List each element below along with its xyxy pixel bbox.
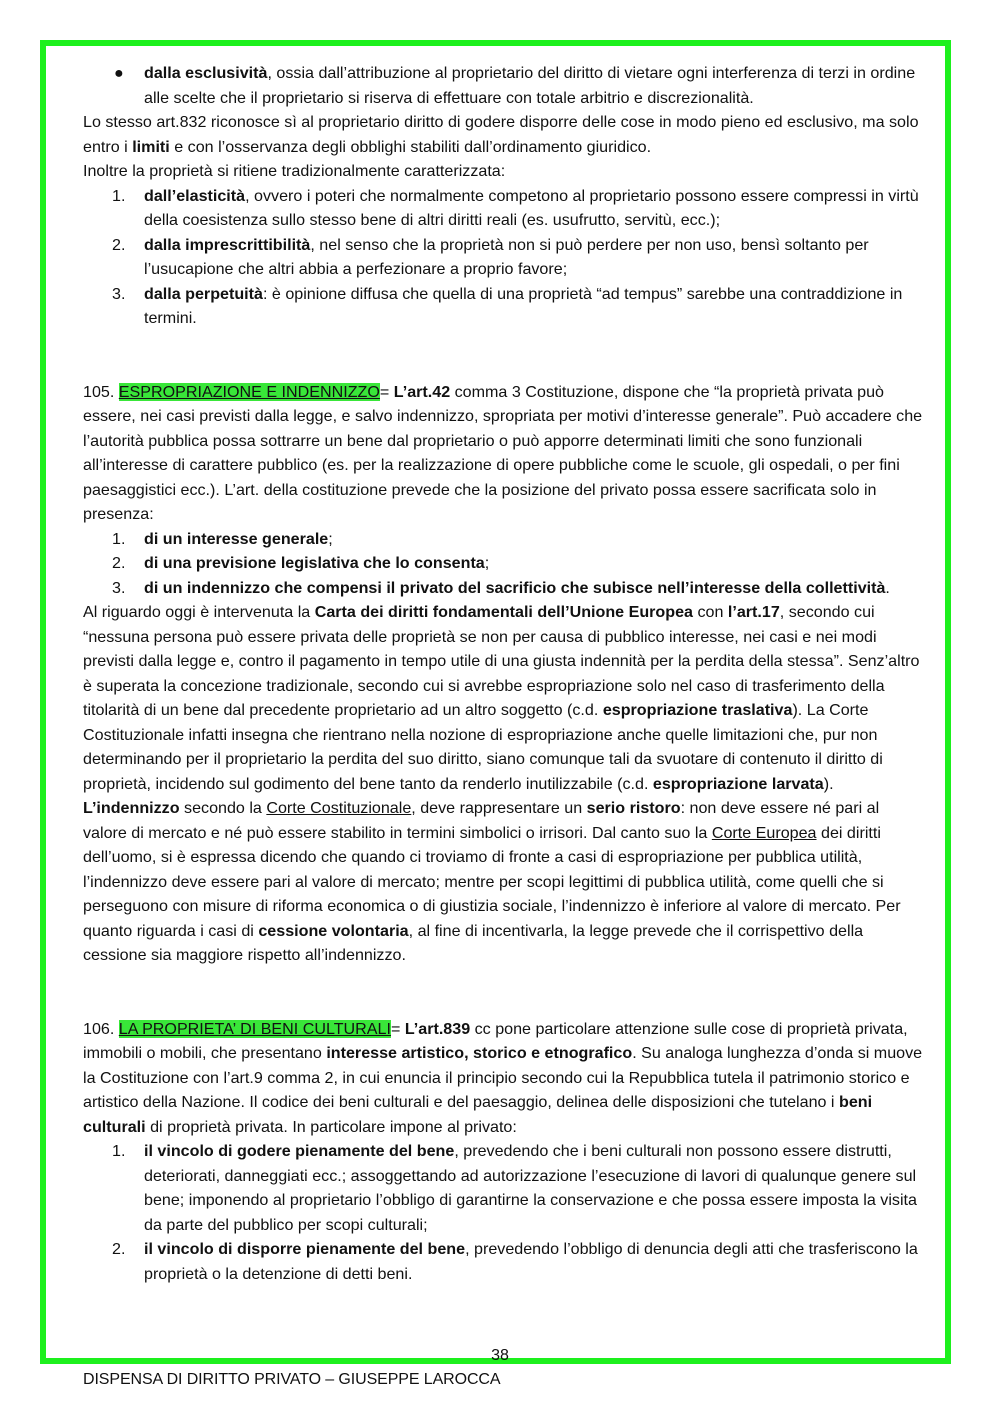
list-item: 2. il vincolo di disporre pienamente del bene, prevedendo l’obbligo di denuncia degli atti che trasferiscono la proprietà o la detenzione di detti beni. bbox=[112, 1240, 918, 1283]
paragraph: Lo stesso art.832 riconosce sì al proprietario diritto di godere disporre delle cose in modo pieno ed esclusivo, ma solo entro i limiti e con l’osservanza degli obblighi stabiliti dall’ordinamento giuridico. bbox=[83, 113, 919, 156]
paragraph: L’indennizzo secondo la Corte Costituzionale, deve rappresentare un serio ristoro: non deve essere né pari al valore di mercato e né può essere stabilito in termini simbolici o irrisori. Dal canto suo la Corte Europea dei diritti dell’uomo, si è espressa dicendo che quando ci troviamo di fronte a casi di espropriazione per pubblica utilità, l’indennizzo deve essere pari al valore di mercato; mentre per scopi legittimi di pubblica utilità, come quelli che si perseguono con misure di riforma economica o di giustizia sociale, l’indennizzo è inferiore al valore di mercato. Per quanto riguarda i casi di cessione volontaria, al fine di incentivarla, la legge prevede che il corrispettivo della cessione sia maggiore rispetto all’indennizzo. bbox=[83, 799, 901, 964]
bullet-icon: ● bbox=[114, 64, 124, 82]
section-106-intro: 106. LA PROPRIETA’ DI BENI CULTURALI= L’art.839 cc pone particolare attenzione sulle cose di proprietà privata, immobili o mobili, che presentano interesse artistico, storico e etnografico. Su analoga lunghezza d’onda si muove la Costituzione con l’art.9 comma 2, in cui enuncia il principio secondo cui la Repubblica tutela il patrimonio storico e artistico della Nazione. Il codice dei beni culturali e del paesaggio, delinea delle disposizioni che tutelano i beni culturali di proprietà privata. In particolare impone al privato: bbox=[83, 1019, 923, 1136]
document-body bbox=[83, 61, 923, 1286]
list-item: 3. di un indennizzo che compensi il privato del sacrificio che subisce nell’interesse della collettività. bbox=[112, 578, 890, 597]
list-item: 3. dalla perpetuità: è opinione diffusa che quella di una proprietà “ad tempus” sarebbe una contraddizione in termini. bbox=[112, 284, 903, 327]
list-item: ● dalla esclusività, ossia dall’attribuzione al proprietario del diritto di vietare ogni interferenza di terzi in ordine alle scelte che il proprietario si riserva di effettuare con totale arbitrio e discrezionalità. bbox=[83, 61, 923, 110]
list-item: 1. il vincolo di godere pienamente del bene, prevedendo che i beni culturali non possono essere distrutti, deteriorati, danneggiati ecc.; assoggettando ad autorizzazione l’esecuzione di lavori di qualunque genere sul bene; imponendo al proprietario l’obbligo di garantirne la conservazione e che possa essere imposta la visita da parte del pubblico per scopi culturali; bbox=[112, 1142, 917, 1234]
list-item: 1. dall’elasticità, ovvero i poteri che normalmente competono al proprietario possono essere compressi in virtù della coesistenza sullo stesso bene di altri diritti reali (es. usufrutto, servitù, ecc.); bbox=[112, 186, 919, 229]
paragraph: Inoltre la proprietà si ritiene tradizionalmente caratterizzata: bbox=[83, 162, 506, 180]
section-105-intro: 105. ESPROPRIAZIONE E INDENNIZZO= L’art.42 comma 3 Costituzione, dispone che “la proprietà privata può essere, nei casi previsti dalla legge, e salvo indennizzo, spropriata per motivi d’interesse generale”. Può accadere che l’autorità pubblica possa sottrarre un bene dal proprietario o può apporre determinati limiti che sono funzionali all’interesse di carattere pubblico (es. per la realizzazione di opere pubbliche come le scuole, gli ospedali, o per fini paesaggistici ecc.). L’art. della costituzione prevede che la posizione del privato possa essere sacrificata solo in presenza: bbox=[83, 382, 923, 523]
section-title: LA PROPRIETA’ DI BENI CULTURALI bbox=[118, 1019, 391, 1038]
section-title: ESPROPRIAZIONE E INDENNIZZO bbox=[118, 382, 380, 401]
list-item: 2. dalla imprescrittibilità, nel senso che la proprietà non si può perdere per non uso, bensì soltanto per l’usucapione che altri abbia a perfezionare a proprio favore; bbox=[112, 235, 869, 278]
page-number: 38 bbox=[491, 1347, 509, 1364]
footer: DISPENSA DI DIRITTO PRIVATO – GIUSEPPE LAROCCA bbox=[83, 1371, 501, 1388]
list-item: 1. di un interesse generale; bbox=[112, 529, 333, 548]
list-item: 2. di una previsione legislativa che lo consenta; bbox=[112, 554, 490, 572]
paragraph: Al riguardo oggi è intervenuta la Carta dei diritti fondamentali dell’Unione Europea con l’art.17, secondo cui “nessuna persona può essere privata delle proprietà se non per causa di pubblico interesse, nei casi e nei modi previsti dalla legge e, contro il pagamento in tempo utile di una giusta indennità per la perdita della stessa”. Senz’altro è superata la concezione tradizionale, secondo cui si avrebbe espropriazione solo nel caso di trasferimento della titolarità di un bene dal precedente proprietario ad un altro soggetto (c.d. espropriazione traslativa). La Corte Costituzionale infatti insegna che rientrano nella nozione di espropriazione anche quelle limitazioni che, pur non determinando per il proprietario la perdita del suo diritto, siano comunque tali da svuotare di contenuto il diritto di proprietà, incidendo sul godimento del bene tanto da renderlo inutilizzabile (c.d. espropriazione larvata). bbox=[83, 603, 920, 793]
